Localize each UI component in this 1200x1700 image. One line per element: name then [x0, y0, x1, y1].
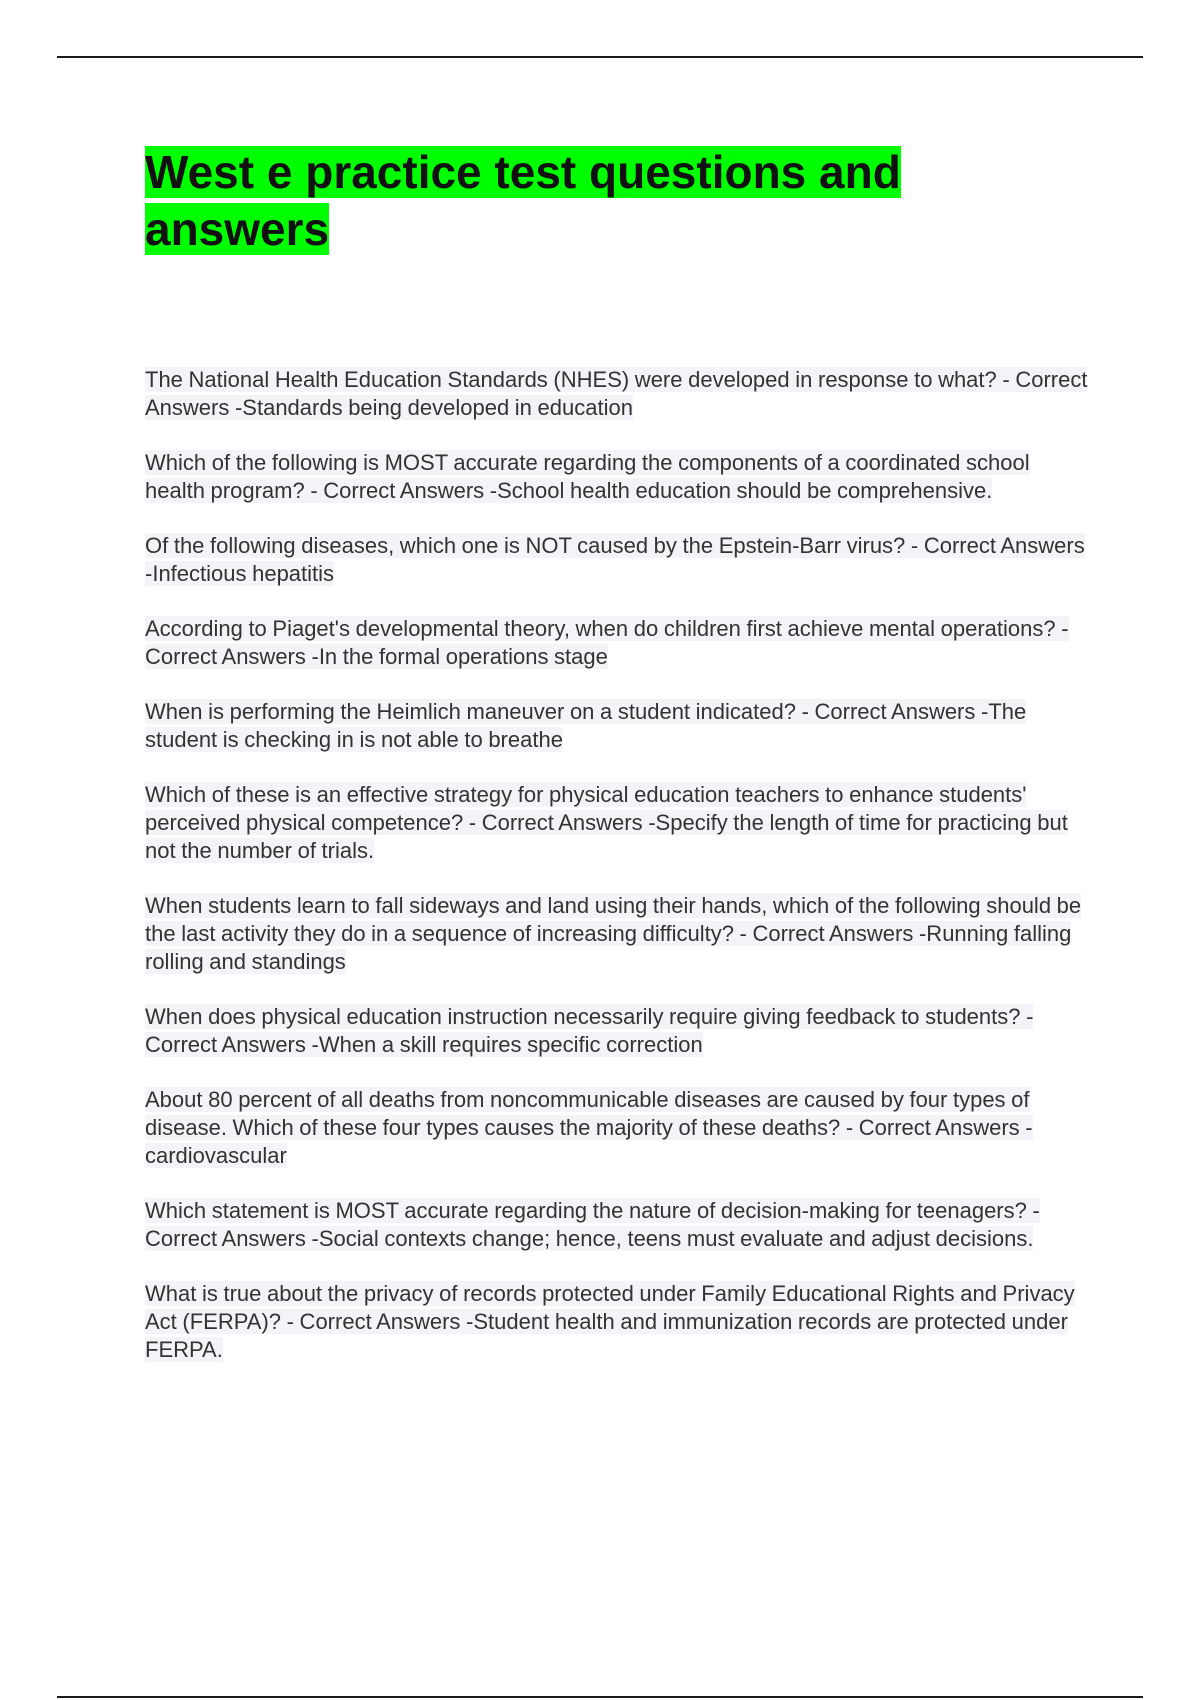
qa-item [145, 1280, 1090, 1364]
qa-item-text: When students learn to fall sideways and land using their hands, which of the following should be the last activity they do in a sequence of increasing difficulty? - Correct Answers -Running falling rolling and standings [145, 893, 1082, 974]
qa-item-text: What is true about the privacy of records protected under Family Educational Rights and Privacy Act (FERPA)? - Correct Answers -Student health and immunization records are protected under FERPA. [145, 1281, 1075, 1362]
qa-list [145, 366, 1090, 1391]
qa-item-text: When is performing the Heimlich maneuver on a student indicated? - Correct Answers -The student is checking in is not able to breathe [145, 699, 1027, 752]
header-rule [57, 56, 1143, 58]
qa-item [145, 781, 1090, 865]
footer-rule [57, 1696, 1143, 1698]
qa-item-text: According to Piaget's developmental theory, when do children first achieve mental operations? - Correct Answers -In the formal operations stage [145, 616, 1069, 669]
qa-item [145, 1197, 1090, 1253]
document-title-text: West e practice test questions and answers [145, 146, 901, 255]
qa-item [145, 532, 1090, 588]
qa-item-text: Which of the following is MOST accurate regarding the components of a coordinated school health program? - Correct Answers -School health education should be comprehensive. [145, 450, 1030, 503]
qa-item [145, 892, 1090, 976]
qa-item [145, 1086, 1090, 1170]
qa-item [145, 366, 1090, 422]
qa-item-text: Of the following diseases, which one is NOT caused by the Epstein-Barr virus? - Correct Answers -Infectious hepatitis [145, 533, 1085, 586]
document-title [145, 144, 1045, 258]
qa-item-text: Which statement is MOST accurate regarding the nature of decision-making for teenagers? - Correct Answers -Social contexts change; hence, teens must evaluate and adjust decisions. [145, 1198, 1040, 1251]
qa-item-text: About 80 percent of all deaths from noncommunicable diseases are caused by four types of disease. Which of these four types causes the majority of these deaths? - Correct Answers -cardiovascular [145, 1087, 1033, 1168]
qa-item [145, 615, 1090, 671]
qa-item [145, 1003, 1090, 1059]
qa-item-text: Which of these is an effective strategy for physical education teachers to enhance students' perceived physical competence? - Correct Answers -Specify the length of time for practicing but not the number of trials. [145, 782, 1068, 863]
qa-item-text: When does physical education instruction necessarily require giving feedback to students? - Correct Answers -When a skill requires specific correction [145, 1004, 1034, 1057]
qa-item [145, 449, 1090, 505]
qa-item-text: The National Health Education Standards (NHES) were developed in response to what? - Correct Answers -Standards being developed in education [145, 367, 1088, 420]
qa-item [145, 698, 1090, 754]
